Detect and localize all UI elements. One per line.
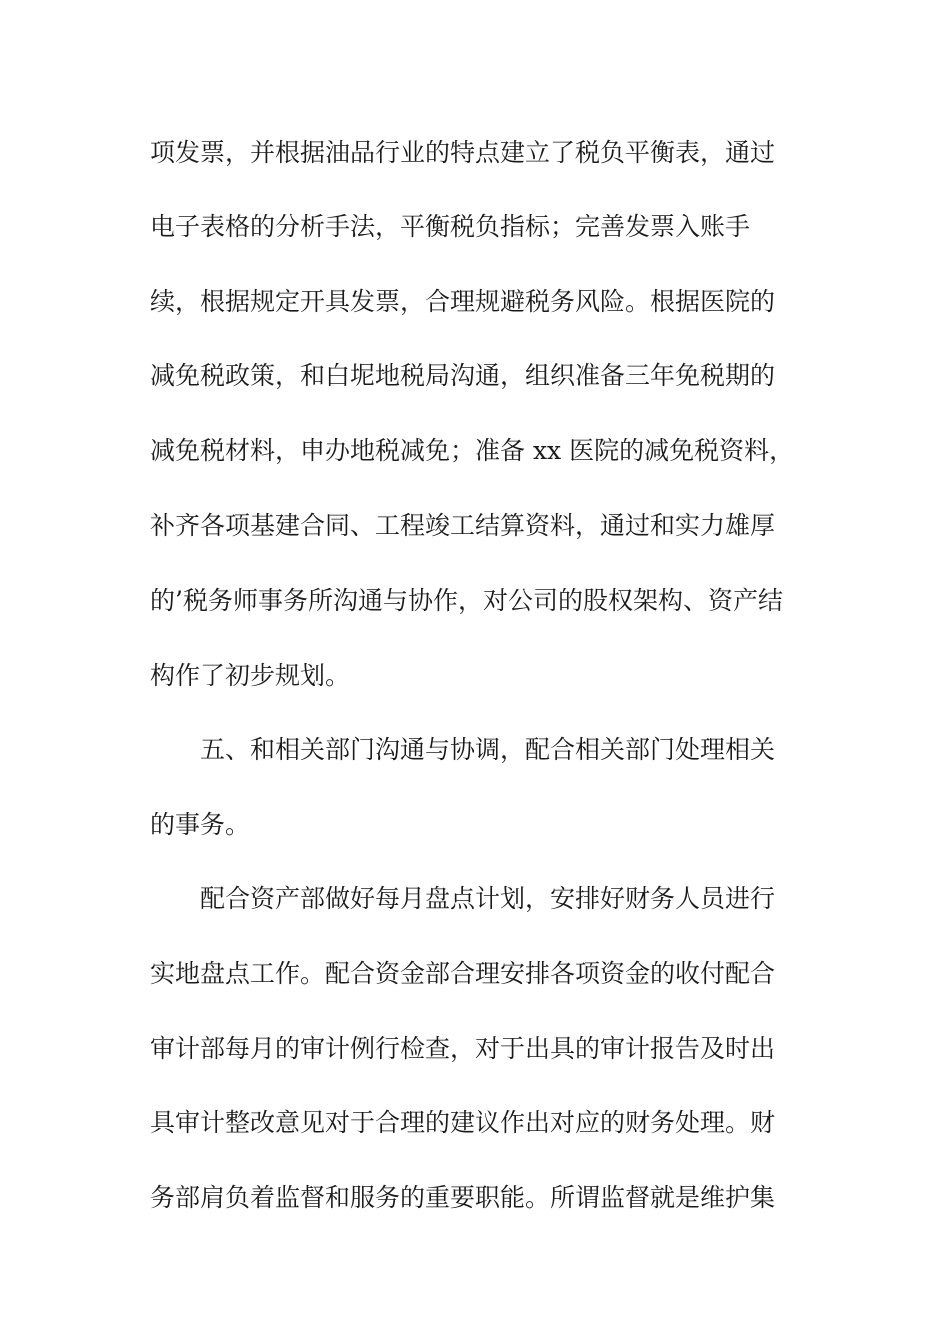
paragraph-start-line: 配合资产部做好每月盘点计划，安排好财务人员进行 [200, 884, 776, 913]
text-line: 补齐各项基建合同、工程竣工结算资料，通过和实力雄厚 [150, 511, 776, 540]
text-line: 减免税政策，和白坭地税局沟通，组织准备三年免税期的 [150, 361, 776, 390]
text-line: 续，根据规定开具发票，合理规避税务风险。根据医院的 [150, 287, 776, 316]
text-line: 项发票，并根据油品行业的特点建立了税负平衡表，通过 [150, 138, 776, 167]
text-line: 构作了初步规划。 [150, 661, 351, 690]
text-line: 的事务。 [150, 810, 251, 839]
text-line: 务部肩负着监督和服务的重要职能。所谓监督就是维护集 [150, 1183, 776, 1212]
text-line: 的’税务师事务所沟通与协作，对公司的股权架构、资产结 [150, 586, 783, 615]
text-line: 电子表格的分析手法，平衡税负指标；完善发票入账手 [150, 212, 751, 241]
text-line: 具审计整改意见对于合理的建议作出对应的财务处理。财 [150, 1108, 776, 1137]
section-heading: 五、和相关部门沟通与协调，配合相关部门处理相关 [200, 735, 776, 764]
text-line: 实地盘点工作。配合资金部合理安排各项资金的收付配合 [150, 959, 776, 988]
text-line: 减免税材料，申办地税减免；准备 xx 医院的减免税资料， [150, 436, 795, 465]
text-line: 审计部每月的审计例行检查，对于出具的审计报告及时出 [150, 1034, 776, 1063]
